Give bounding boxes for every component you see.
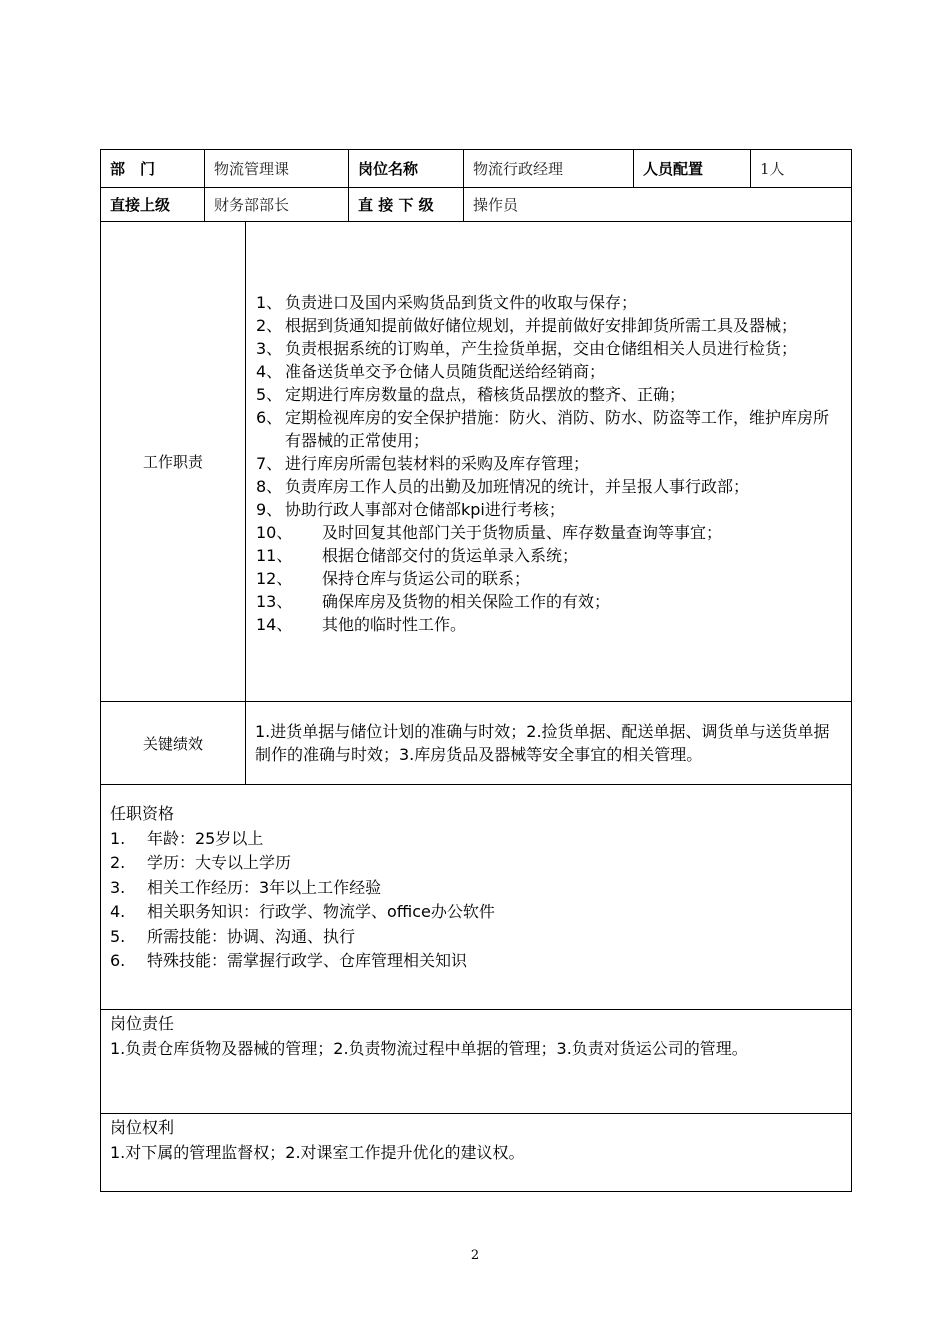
staffing-label: 人员配置 [634,150,751,188]
qualification-item [110,925,842,950]
duty-text: 准备送货单交予仓储人员随货配送给经销商； [285,362,606,381]
duty-text: 负责进口及国内采购货品到货文件的收取与保存； [285,293,638,312]
responsibility-title: 岗位责任 [110,1014,175,1033]
kpi-text: 1.进货单据与储位计划的准确与时效；2.捡货单据、配送单据、调货单与送货单据制作的准确与时效；3.库房货品及器械等安全事宜的相关管理。 [255,722,830,764]
duty-number: 8、 [256,477,283,496]
duty-number: 12、 [256,569,293,588]
duty-number: 7、 [256,454,283,473]
responsibility-section [101,1010,852,1114]
duty-item [256,406,843,452]
duty-item [256,544,843,567]
qualification-text: 年龄：25岁以上 [147,828,264,848]
responsibility-row [101,1010,852,1114]
duty-number: 11、 [256,546,293,565]
duty-number: 1、 [256,293,283,312]
qualification-item [110,851,842,876]
duty-number: 5、 [256,385,283,404]
kpi-label: 关键绩效 [101,702,246,785]
qualification-item [110,876,842,901]
duty-text: 根据到货通知提前做好储位规划，并提前做好安排卸货所需工具及器械； [285,316,798,335]
duty-item [256,475,843,498]
rights-row [101,1114,852,1192]
qualification-number: 2. [110,853,126,872]
duties-content [246,222,852,702]
qualification-item [110,949,842,974]
duty-text: 定期检视库房的安全保护措施：防火、消防、防水、防盗等工作，维护库房所有器械的正常使用； [285,408,830,450]
duty-text: 协助行政人事部对仓储部kpi进行考核； [285,500,565,519]
qualification-item [110,827,842,852]
duty-number: 4、 [256,362,283,381]
duty-text: 其他的临时性工作。 [322,615,467,634]
qualifications-title: 任职资格 [110,804,175,823]
duty-number: 3、 [256,339,283,358]
duty-item [256,291,843,314]
rights-text: 1.对下属的管理监督权；2.对课室工作提升优化的建议权。 [110,1142,525,1162]
duty-item [256,452,843,475]
duty-text: 定期进行库房数量的盘点，稽核货品摆放的整齐、正确； [285,385,686,404]
qualification-item [110,900,842,925]
duty-item [256,498,843,521]
duty-text: 保持仓库与货运公司的联系； [322,569,531,588]
duty-text: 及时回复其他部门关于货物质量、库存数量查询等事宜； [322,523,723,542]
kpi-row [101,702,852,785]
duty-item [256,314,843,337]
rights-title: 岗位权利 [110,1118,175,1137]
duties-list [246,247,851,676]
duty-text: 确保库房及货物的相关保险工作的有效； [322,592,611,611]
duty-number: 9、 [256,500,283,519]
qualification-text: 学历：大专以上学历 [147,853,292,872]
duty-item [256,360,843,383]
qualification-text: 特殊技能：需掌握行政学、仓库管理相关知识 [147,951,468,970]
qualification-number: 6. [110,951,126,970]
duty-text: 进行库房所需包装材料的采购及库存管理； [285,454,590,473]
qualification-text: 所需技能：协调、沟通、执行 [147,926,356,946]
kpi-content [246,702,852,785]
qualification-number: 5. [110,926,126,946]
dept-label: 部 门 [101,150,205,188]
duties-row [101,222,852,702]
job-description-sheet [100,149,851,1192]
qualification-number: 1. [110,828,126,848]
dept-value: 物流管理课 [205,150,349,188]
duties-label: 工作职责 [101,222,246,702]
subordinate-value: 操作员 [464,188,852,222]
qualification-text: 相关工作经历：3年以上工作经验 [147,877,382,897]
position-value: 物流行政经理 [464,150,634,188]
duty-item [256,590,843,613]
qualifications-section [101,785,852,1010]
duty-item [256,567,843,590]
superior-value: 财务部部长 [205,188,349,222]
qualifications-list [110,827,842,974]
header-row-2 [101,188,852,222]
position-label: 岗位名称 [349,150,464,188]
header-row-1 [101,150,852,188]
page-number: 2 [470,1248,480,1263]
duty-text: 负责根据系统的订购单，产生捡货单据，交由仓储组相关人员进行检货； [285,339,798,358]
qualification-text: 相关职务知识：行政学、物流学、office办公软件 [147,902,495,921]
duty-number: 2、 [256,316,283,335]
job-description-table [100,149,852,1192]
duty-item [256,383,843,406]
qualification-number: 4. [110,902,126,921]
duty-number: 10、 [256,523,293,542]
qualifications-row [101,785,852,1010]
duty-number: 14、 [256,615,293,634]
qualification-number: 3. [110,877,126,897]
duty-item [256,521,843,544]
superior-label: 直接上级 [101,188,205,222]
subordinate-label: 直 接 下 级 [349,188,464,222]
duty-item [256,337,843,360]
duty-number: 6、 [256,408,283,427]
staffing-value: 1人 [751,150,852,188]
duty-text: 根据仓储部交付的货运单录入系统； [322,546,579,565]
duty-text: 负责库房工作人员的出勤及加班情况的统计，并呈报人事行政部； [285,477,750,496]
duty-number: 13、 [256,592,293,611]
duty-item [256,613,843,636]
responsibility-text: 1.负责仓库货物及器械的管理；2.负责物流过程中单据的管理；3.负责对货运公司的管理。 [110,1038,748,1058]
rights-section [101,1114,852,1192]
